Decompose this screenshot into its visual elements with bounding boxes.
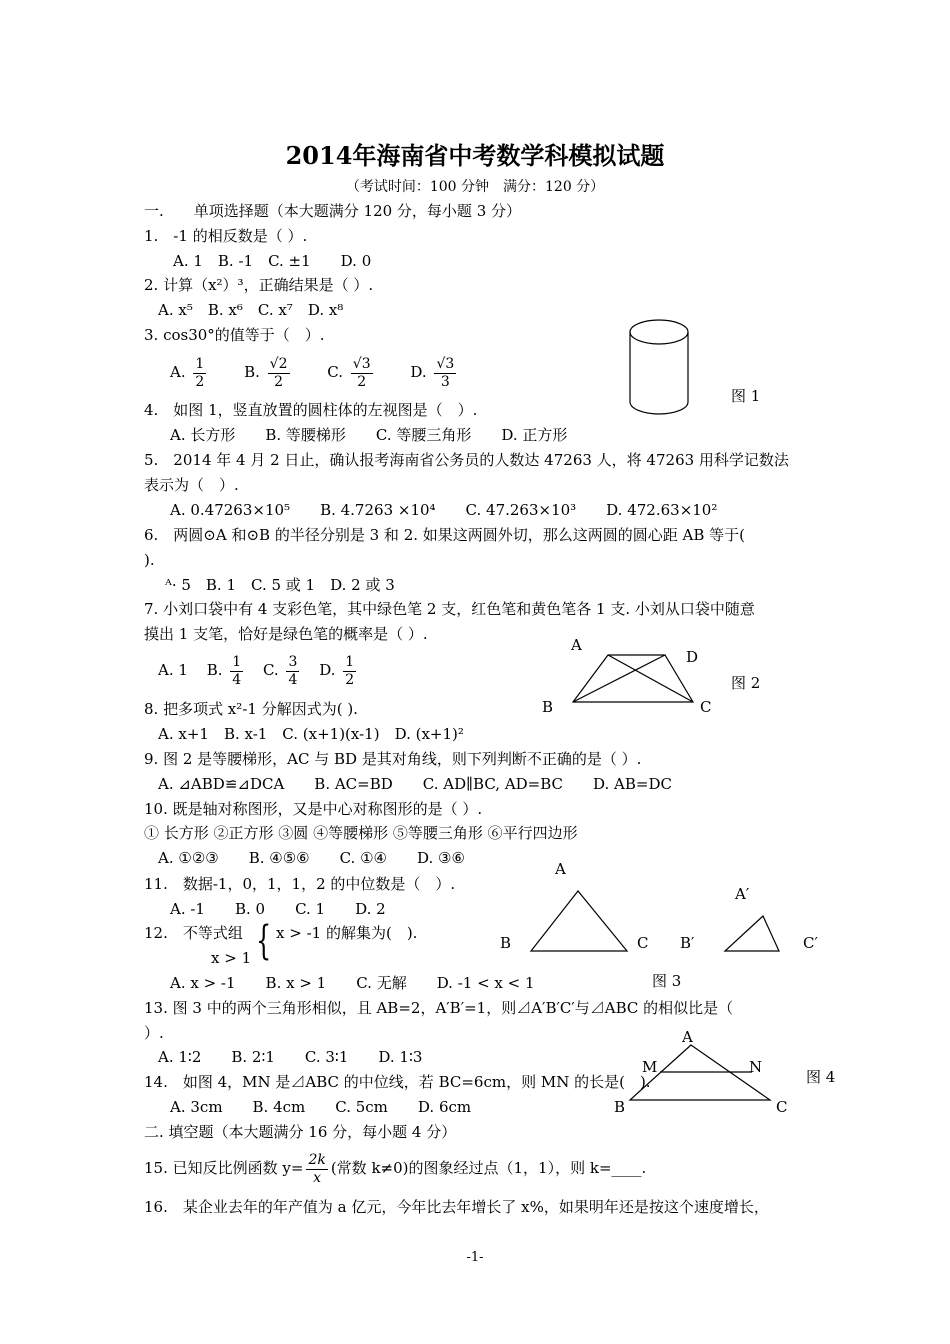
q7-options: A. 1 B. $\frac{1}{4}$ C. $\frac{3}{4}$ D. $\frac{1}{2}$ [158, 653, 355, 688]
q4-options: A. 长方形 B. 等腰梯形 C. 等腰三角形 D. 正方形 [170, 426, 568, 444]
section-2-heading: 二. 填空题（本大题满分 16 分，每小题 4 分） [144, 1123, 457, 1141]
system-brace: { [256, 918, 272, 964]
q9-stem: 9. 图 2 是等腰梯形，AC 与 BD 是其对角线，则下列判断不正确的是（ ）. [144, 750, 642, 768]
q10-stem: 10. 既是轴对称图形，又是中心对称图形的是（ ）. [144, 800, 483, 818]
fraction-2k-over-x: $\frac{2k}{x}$ [308, 1151, 326, 1186]
fraction-root3-over-3: $\frac{√3}{3}$ [436, 355, 455, 390]
fig2-label-d: D [686, 648, 699, 666]
q12-inequality-2: x > 1 [211, 949, 252, 967]
q6-stem-line1: 6. 两圆⊙A 和⊙B 的半径分别是 3 和 2. 如果这两圆外切，那么这两圆的圆心距 AB 等于( [144, 526, 746, 544]
fraction-root3-over-2: $\frac{√3}{2}$ [352, 355, 371, 390]
fig4-label-n: N [749, 1058, 763, 1076]
q9-options: A. ⊿ABD≌⊿DCA B. AC=BD C. AD∥BC, AD=BC D. AB=DC [158, 775, 672, 793]
figure-3-triangles [520, 885, 850, 975]
q7-stem-line2: 摸出 1 支笔，恰好是绿色笔的概率是（ ）. [144, 625, 428, 643]
figure-2-trapezoid [570, 650, 700, 710]
fig4-label-a: A [682, 1028, 693, 1046]
q3-stem: 3. cos30°的值等于（ ）. [144, 326, 325, 344]
q2-options: A. x⁵ B. x⁶ C. x⁷ D. x⁸ [158, 301, 344, 319]
fig3-label-a-prime: A′ [735, 885, 750, 903]
q15-stem: 15. 已知反比例函数 y= $\frac{2k}{x}$ (常数 k≠0)的图象经过点（1，1），则 k=____. [144, 1151, 647, 1186]
q6-options: ᴬ· 5 B. 1 C. 5 或 1 D. 2 或 3 [165, 576, 395, 594]
q11-stem: 11. 数据-1，0，1，1，2 的中位数是（ ）. [144, 875, 456, 893]
fig2-label-b: B [542, 698, 554, 716]
q14-stem: 14. 如图 4，MN 是⊿ABC 的中位线，若 BC=6cm，则 MN 的长是( ). [144, 1073, 651, 1091]
fig4-label-c: C [776, 1098, 788, 1116]
section-1-heading: 一. 单项选择题（本大题满分 120 分，每小题 3 分） [144, 202, 522, 220]
fig4-label-b: B [614, 1098, 626, 1116]
figure-4-caption: 图 4 [806, 1068, 836, 1086]
q12-options: A. x > -1 B. x > 1 C. 无解 D. -1 < x < 1 [170, 974, 535, 992]
q1-stem: 1. -1 的相反数是（ ）. [144, 227, 308, 245]
q13-options: A. 1∶2 B. 2∶1 C. 3∶1 D. 1∶3 [158, 1048, 423, 1066]
fraction-root2-over-2: $\frac{√2}{2}$ [269, 355, 288, 390]
fraction-one-half: $\frac{1}{2}$ [195, 355, 205, 390]
q7-stem-line1: 7. 小刘口袋中有 4 支彩色笔，其中绿色笔 2 支，红色笔和黄色笔各 1 支. 小刘从口袋中随意 [144, 600, 755, 618]
fraction-one-quarter: $\frac{1}{4}$ [232, 653, 242, 688]
q3-options: A. $\frac{1}{2}$ B. $\frac{√2}{2}$ C. $\frac{√3}{2}$ D. $\frac{√3}{3}$ [170, 355, 455, 390]
q1-options: A. 1 B. -1 C. ±1 D. 0 [173, 252, 372, 270]
q10-list: ① 长方形 ②正方形 ③圆 ④等腰梯形 ⑤等腰三角形 ⑥平行四边形 [144, 824, 578, 842]
q13-stem-line2: ）. [144, 1024, 164, 1042]
figure-3-caption: 图 3 [652, 972, 682, 990]
q12-stem-start: 12. 不等式组 [144, 924, 243, 942]
q5-stem-line1: 5. 2014 年 4 月 2 日止，确认报考海南省公务员的人数达 47263 人，将 47263 用科学记数法 [144, 451, 789, 469]
q5-stem-line2: 表示为（ ）. [144, 476, 239, 494]
fig3-label-c: C [637, 934, 649, 952]
figure-1-cylinder [628, 318, 698, 418]
q5-options: A. 0.47263×10⁵ B. 4.7263 ×10⁴ C. 47.263×10³ D. 472.63×10² [170, 501, 718, 519]
fig2-label-a: A [571, 636, 582, 654]
q11-options: A. -1 B. 0 C. 1 D. 2 [170, 900, 386, 918]
exam-info: （考试时间：100 分钟 满分：120 分） [345, 179, 605, 195]
q13-stem-line1: 13. 图 3 中的两个三角形相似，且 AB=2，A′B′=1，则⊿A′B′C′与⊿ABC 的相似比是（ [144, 999, 734, 1017]
fraction-three-quarters: $\frac{3}{4}$ [288, 653, 298, 688]
fig3-label-b: B [500, 934, 512, 952]
fraction-one-half-q7: $\frac{1}{2}$ [345, 653, 355, 688]
fig3-label-b-prime: B′ [680, 934, 695, 952]
q6-stem-line2: ). [144, 551, 155, 569]
fig4-label-m: M [642, 1058, 658, 1076]
fig3-label-a: A [555, 860, 566, 878]
q2-stem: 2. 计算（x²）³，正确结果是（ ）. [144, 276, 374, 294]
q8-stem: 8. 把多项式 x²-1 分解因式为( ). [144, 700, 358, 718]
figure-1-caption: 图 1 [731, 387, 761, 405]
q14-options: A. 3cm B. 4cm C. 5cm D. 6cm [170, 1098, 472, 1116]
q16-stem: 16. 某企业去年的年产值为 a 亿元，今年比去年增长了 x%，如果明年还是按这个速度增长， [144, 1198, 769, 1216]
q12-inequality-1: x > -1 的解集为( ). [276, 924, 418, 942]
fig3-label-c-prime: C′ [803, 934, 818, 952]
fig2-label-c: C [700, 698, 712, 716]
figure-2-caption: 图 2 [731, 674, 761, 692]
page-title: 2014年海南省中考数学科模拟试题 [285, 141, 665, 170]
page-number: -1- [466, 1250, 484, 1265]
q4-stem: 4. 如图 1，竖直放置的圆柱体的左视图是（ ）. [144, 401, 478, 419]
q8-options: A. x+1 B. x-1 C. (x+1)(x-1) D. (x+1)² [158, 725, 464, 743]
q10-options: A. ①②③ B. ④⑤⑥ C. ①④ D. ③⑥ [158, 849, 465, 867]
